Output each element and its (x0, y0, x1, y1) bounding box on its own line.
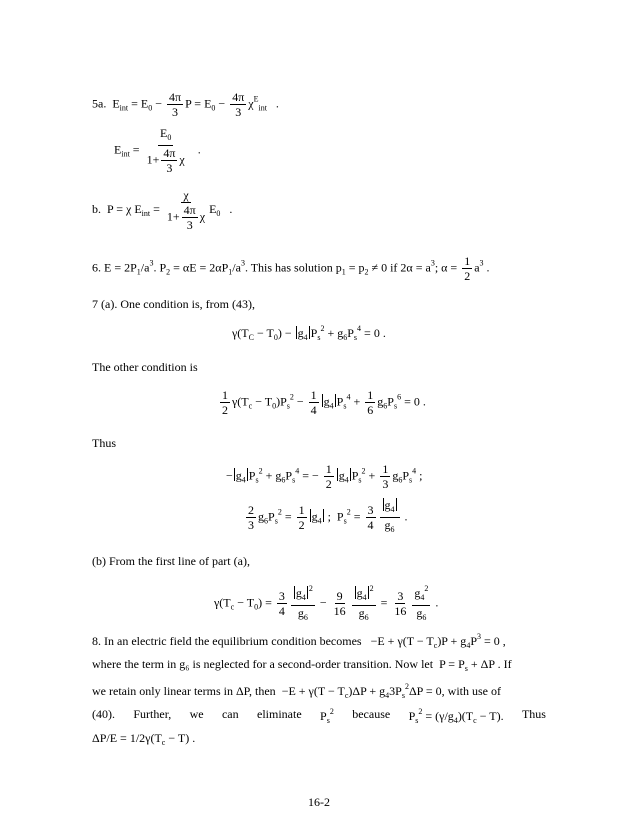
eq-5a-line1: 5a. $E_{int} = E_0$ − $\frac{4\pi}{3}$ $P = E_0$ − $\frac{4\pi}{3}$ $\chi^E_{int}$ . (92, 90, 279, 119)
problem-8-line1: 8. In an electric field the equilibrium condition becomes $-E + \gamma(T - T_c)P + g_4P^3 = 0$ , (92, 632, 506, 650)
eq-5b: b. P = χ $E_{int}$ = χ 1+ $\frac{4\pi}{3}$ χ $E_0$ . (92, 188, 233, 232)
eq-7b: $\gamma(T_c - T_0)$ = $\frac{3}{4}$ $\frac{g_4^2}{g_6}$ − $\frac{9}{16}$ $\frac{g_4^2}{g_6}$ = $\frac{3}{16}$ $\frac{g_4^2}{g_6}$ . (214, 584, 439, 622)
problem-6: 6. $E = 2P_1/a^3$. $P_2 = \alpha E = 2\alpha P_1/a^3$. This has solution $p_1 = p_2 \ne 0$ if $2\alpha = a^3$; α = $\frac{1}{2}$ $a^3$ . (92, 254, 490, 283)
page-number: 16-2 (308, 795, 330, 809)
eq-7a-2: $\frac{1}{2}$ $\gamma(T_c - T_0)P_s^2$ − $\frac{1}{4}$ $g_4$ $P_s^4$ + $\frac{1}{6}$ $g_6P_s^6 = 0$ . (222, 388, 426, 417)
problem-7b-intro: (b) From the first line of part (a), (92, 554, 250, 568)
label-5a: 5a. (92, 96, 107, 111)
problem-7a-intro: 7 (a). One condition is, from (43), (92, 297, 255, 311)
label-5b: b. (92, 201, 101, 216)
eq-7a-1: $\gamma(T_C - T_0) - g_4$ $P_s^2 + g_6P_s^4 = 0$ . (232, 324, 386, 342)
problem-7a-other: The other condition is (92, 360, 198, 374)
problem-8-line2: where the term in g₆ is neglected for a second-order transition. Now let $P = P_s + \Delta P$ . If (92, 657, 512, 673)
problem-7a-thus: Thus (92, 436, 116, 450)
problem-8-line3: we retain only linear terms in ΔP, then $-E + \gamma(T - T_c)\Delta P + g_43P_s^2\Delta P = 0$, with use of (92, 682, 501, 700)
eq-7a-4: $\frac{2}{3}$ $g_6P_s^2$ = $\frac{1}{2}$ $g_4$ ; $P_s^2$ = $\frac{3}{4}$ $\frac{g_4}{g_6}$ . (248, 498, 408, 534)
problem-8-line5: $\Delta P/E = 1/2\gamma(T_c - T)$ . (92, 731, 196, 747)
eq-7a-3: − $g_4$ $P_s^2 + g_6P_s^4$ = − $\frac{1}{2}$ $g_4$ $P_s^2$ + $\frac{1}{3}$ $g_6P_s^4$ ; (226, 462, 423, 491)
problem-8-line4: (40). Further, we can eliminate $P_s^2$ because $P_s^2 = (\gamma/g_4)(T_c - T)$. Thus (92, 707, 546, 725)
eq-5a-line2: $E_{int}$ = $E_0$ 1+ $\frac{4\pi}{3}$ χ . (114, 126, 201, 175)
